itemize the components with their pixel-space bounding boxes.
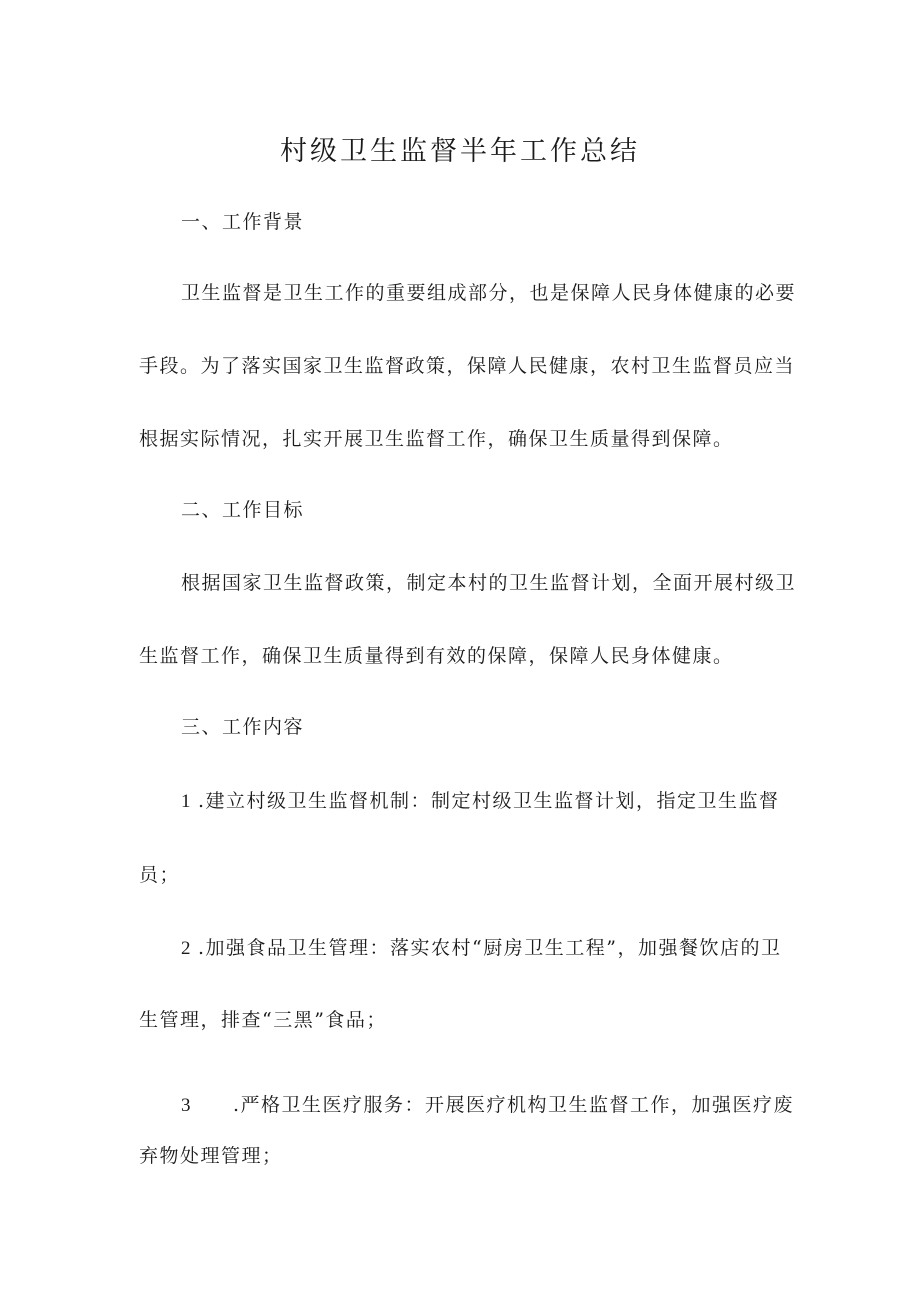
list-item-3 <box>181 1090 795 1121</box>
paragraph-line: 生监督工作，确保卫生质量得到有效的保障，保障人民身体健康。 <box>139 645 734 667</box>
paragraph-line: 根据实际情况，扎实开展卫生监督工作，确保卫生质量得到保障。 <box>139 428 734 450</box>
paragraph-line: 根据国家卫生监督政策，制定本村的卫生监督计划，全面开展村级卫 <box>181 572 797 594</box>
document-title: 村级卫生监督半年工作总结 <box>280 136 640 167</box>
section-heading-goals: 二、工作目标 <box>181 499 305 521</box>
list-item-2 <box>181 933 789 964</box>
section-heading-background: 一、工作背景 <box>181 211 305 233</box>
section-heading-content: 三、工作内容 <box>181 716 305 738</box>
list-item-text: .严格卫生医疗服务：开展医疗机构卫生监督工作，加强医疗废 <box>233 1094 795 1116</box>
paragraph-line: 卫生监督是卫生工作的重要组成部分，也是保障人民身体健康的必要 <box>181 282 797 304</box>
list-item-continuation: 弃物处理管理； <box>139 1145 283 1167</box>
list-item-number: 1 <box>181 791 192 812</box>
list-item-continuation: 员； <box>139 864 181 886</box>
list-item-number: 3 <box>181 1095 192 1116</box>
list-item-number: 2 <box>181 938 192 959</box>
list-item-continuation: 生管理，排查“三黑”食品； <box>139 1009 387 1031</box>
list-item-text: .加强食品卫生管理：落实农村“厨房卫生工程”，加强餐饮店的卫 <box>198 937 782 959</box>
list-item-1 <box>181 786 789 817</box>
list-item-text: .建立村级卫生监督机制：制定村级卫生监督计划，指定卫生监督 <box>198 790 780 812</box>
paragraph-line: 手段。为了落实国家卫生监督政策，保障人民健康，农村卫生监督员应当 <box>139 355 796 377</box>
